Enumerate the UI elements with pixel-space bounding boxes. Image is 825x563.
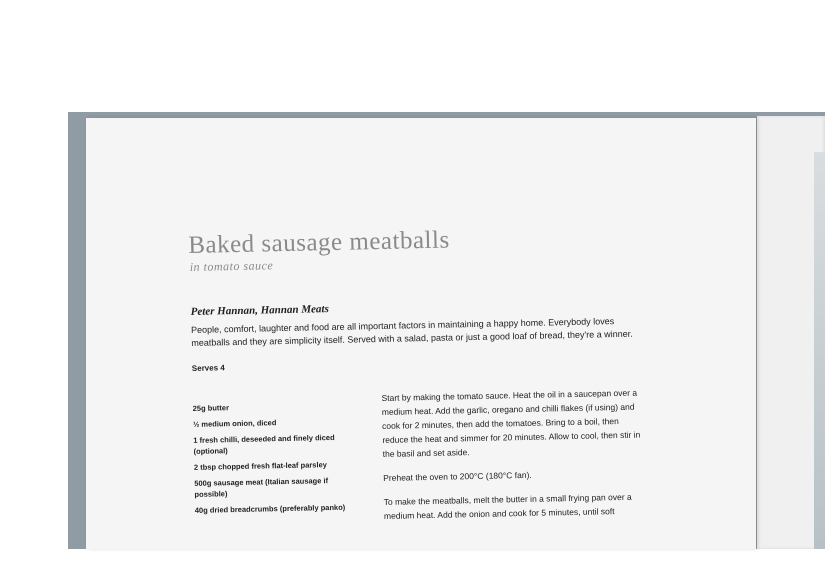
recipe-subtitle: in tomato sauce [189, 258, 274, 274]
recipe-author: Peter Hannan, Hannan Meats [190, 303, 329, 318]
ingredient-item: 25g butter [192, 403, 230, 413]
method-section [381, 385, 646, 532]
recipe-intro: People, comfort, laughter and food are all important factors in maintaining a happy home. Everybody loves meatballs and they are simplicity itself. Served with a salad, pasta or just a good loaf of bread, they're a winner. [190, 316, 633, 348]
ingredient-item: 2 tbsp chopped fresh flat-leaf parsley [193, 460, 327, 472]
method-step: Preheat the oven to 200°C (180°C fan). [383, 469, 532, 483]
method-step: Start by making the tomato sauce. Heat the oil in a saucepan over a medium heat. Add the garlic, oregano and chilli flakes (if using) and cook for 2 minutes, then add the tomatoes. Bring to a boil, then reduce the heat and simmer for 20 minutes. Allow to cool, then stir in the basil and set aside. [381, 387, 641, 459]
ingredient-list [193, 400, 355, 521]
ingredient-item: 1 fresh chilli, deseeded and finely diced (optional) [193, 432, 335, 456]
recipe-content [188, 222, 655, 563]
right-page [757, 116, 825, 549]
ingredient-item: ½ medium onion, diced [192, 418, 277, 429]
ingredient-item: 40g dried breadcrumbs (preferably panko) [194, 502, 346, 515]
right-page-photo [814, 152, 825, 549]
recipe-serves: Serves 4 [191, 363, 225, 373]
ingredient-item: 500g sausage meat (Italian sausage if possible) [194, 476, 329, 499]
recipe-title: Baked sausage meatballs [188, 226, 450, 259]
recipe-body [192, 387, 655, 563]
method-step: To make the meatballs, melt the butter in a small frying pan over a medium heat. Add the onion and cook for 5 minutes, until soft [383, 491, 632, 521]
